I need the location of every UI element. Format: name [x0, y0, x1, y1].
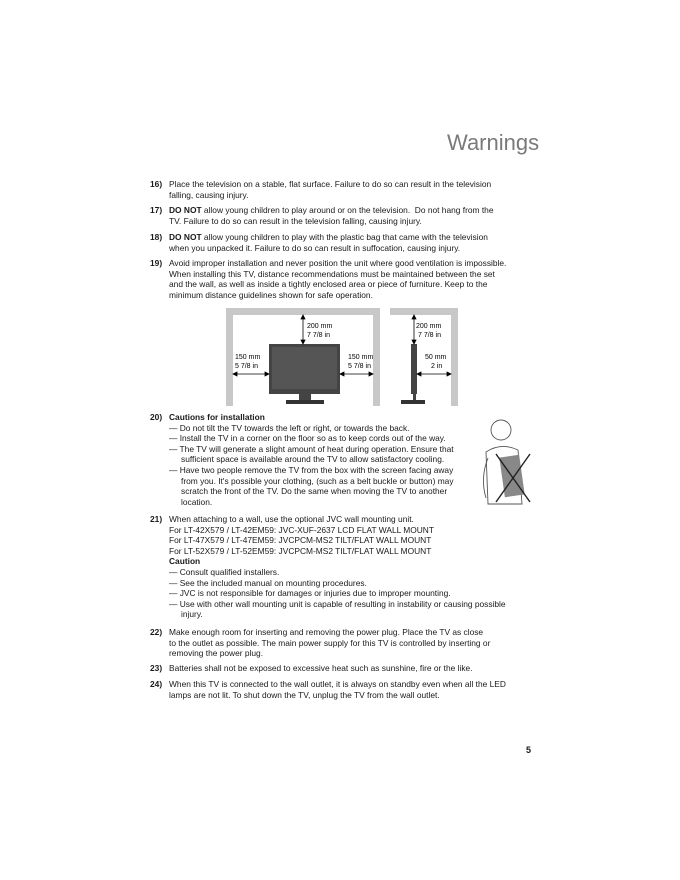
- text-line: when you unpacked it. Failure to do so can result in suffocation, causing injury.: [169, 242, 461, 253]
- text-line: — Have two people remove the TV from the box with the screen facing away: [169, 464, 454, 475]
- back-distance-in: 2 in: [431, 363, 443, 370]
- text-line: from you. It's possible your clothing, (such as a belt buckle or button) may: [181, 475, 454, 486]
- page-number: 5: [526, 745, 532, 755]
- item-number: 19): [150, 258, 163, 268]
- page-title: Warnings: [447, 130, 540, 155]
- section-heading: Cautions for installation: [169, 412, 265, 422]
- top-distance-mm: 200 mm: [307, 323, 333, 330]
- warning-item-24: [150, 679, 535, 700]
- text-line: TV. Failure to do so can result in the television falling, causing injury.: [169, 215, 422, 226]
- item-number: 16): [150, 179, 163, 189]
- warning-item-18: [150, 232, 535, 253]
- text-line: to the outlet as possible. The main power supply for this TV is controlled by inserting or: [169, 637, 491, 648]
- text-line: and the wall, as well as inside a tightly enclosed area or piece of furniture. Keep to the: [169, 279, 488, 290]
- text-line: When attaching to a wall, use the optional JVC wall mounting unit.: [169, 514, 414, 524]
- warning-item-16: [150, 179, 535, 200]
- warning-item-21: [150, 514, 535, 620]
- text-line: scratch the front of the TV. Do the same when moving the TV to another: [181, 486, 448, 497]
- warning-item-17: [150, 205, 535, 226]
- item-number: 18): [150, 232, 163, 242]
- left-distance-mm: 150 mm: [235, 354, 261, 361]
- right-distance-mm: 150 mm: [348, 354, 374, 361]
- side-top-distance-mm: 200 mm: [416, 323, 442, 330]
- emphasis: DO NOT: [169, 205, 202, 215]
- item-number: 24): [150, 679, 163, 689]
- tv-front-icon: [269, 344, 340, 404]
- text-line: minimum distance guidelines shown for safe operation.: [169, 289, 373, 300]
- text-line: Make enough room for inserting and removing the power plug. Place the TV as close: [169, 627, 484, 637]
- text-line: — Consult qualified installers.: [169, 566, 280, 577]
- text-line: sufficient space is available around the TV to allow satisfactory cooling.: [181, 454, 445, 465]
- text-line: Place the television on a stable, flat surface. Failure to do so can result in the television: [169, 179, 492, 189]
- carry-tv-prohibited-illustration: [476, 418, 536, 508]
- text-line: — The TV will generate a slight amount of heat during operation. Ensure that: [169, 443, 454, 454]
- text-line: — See the included manual on mounting procedures.: [169, 577, 367, 588]
- item-number: 22): [150, 627, 163, 637]
- text-line: location.: [181, 496, 213, 507]
- text-line: Avoid improper installation and never position the unit where good ventilation is impossible.: [169, 258, 507, 268]
- right-distance-in: 5 7/8 in: [348, 363, 371, 370]
- text-line: Batteries shall not be exposed to excessive heat such as sunshine, fire or the like.: [169, 663, 473, 673]
- item-number: 23): [150, 663, 163, 673]
- mount-model-line: For LT-47X579 / LT-47EM59: JVCPCM-MS2 TILT/FLAT WALL MOUNT: [169, 535, 432, 546]
- warning-item-20: [150, 412, 470, 507]
- text-line: — Do not tilt the TV towards the left or right, or towards the back.: [169, 422, 410, 433]
- left-distance-in: 5 7/8 in: [235, 363, 258, 370]
- warning-item-23: [150, 663, 535, 674]
- text-line: When installing this TV, distance recommendations must be maintained between the set: [169, 268, 495, 279]
- mount-model-line: For LT-42X579 / LT-42EM59: JVC-XUF-2637 LCD FLAT WALL MOUNT: [169, 524, 434, 535]
- caution-heading: Caution: [169, 556, 201, 567]
- text-line: lamps are not lit. To shut down the TV, unplug the TV from the wall outlet.: [169, 689, 440, 700]
- text-line: When this TV is connected to the wall outlet, it is always on standby even when all the LED: [169, 679, 506, 689]
- item-number: 21): [150, 514, 163, 524]
- warning-item-19: [150, 258, 535, 300]
- top-distance-in: 7 7/8 in: [307, 332, 330, 339]
- side-top-distance-in: 7 7/8 in: [418, 332, 441, 339]
- text-line: removing the power plug.: [169, 648, 264, 659]
- text-line: — JVC is not responsible for damages or injuries due to improper mounting.: [169, 588, 451, 599]
- distance-diagram: [224, 306, 460, 408]
- text-line: falling, causing injury.: [169, 189, 249, 200]
- mount-model-line: For LT-52X579 / LT-52EM59: JVCPCM-MS2 TILT/FLAT WALL MOUNT: [169, 545, 432, 556]
- warning-item-22: [150, 627, 535, 659]
- text-line: — Install the TV in a corner on the floor so as to keep cords out of the way.: [169, 433, 446, 444]
- text-line: allow young children to play around or on the television. Do not hang from the: [201, 205, 494, 215]
- text-line: injury.: [181, 609, 203, 620]
- item-number: 17): [150, 205, 163, 215]
- text-line: — Use with other wall mounting unit is capable of resulting in instability or causing possible: [169, 598, 506, 609]
- back-distance-mm: 50 mm: [425, 354, 447, 361]
- item-number: 20): [150, 412, 163, 422]
- text-line: allow young children to play with the plastic bag that came with the television: [201, 232, 488, 242]
- emphasis: DO NOT: [169, 232, 202, 242]
